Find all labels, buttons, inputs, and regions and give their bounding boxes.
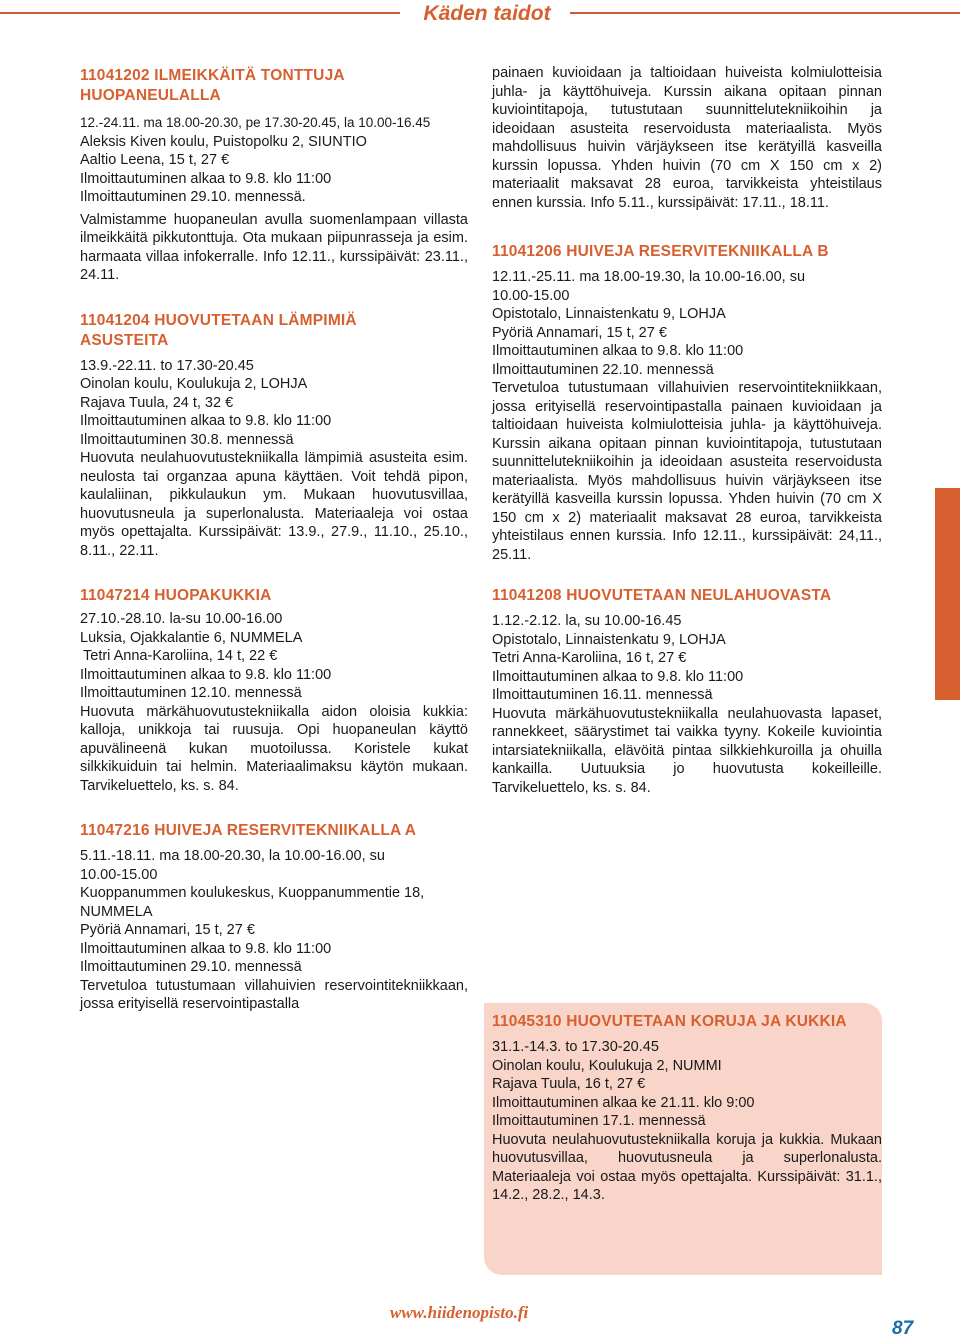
- registration-end: Ilmoittautuminen 16.11. mennessä: [492, 687, 713, 703]
- course-title: 11041206 HUIVEJA RESERVITEKNIIKALLA B: [492, 243, 829, 260]
- course-dates: 12.-24.11. ma 18.00-20.30, pe 17.30-20.45, la 10.00-16.45: [80, 115, 431, 130]
- registration-start: Ilmoittautuminen alkaa to 9.8. klo 11:00: [492, 668, 744, 685]
- course-description-continued: painaen kuvioidaan ja taltioidaan huiveista kolmiulotteisia juhla- ja käyttöhuiveja. Kurssin aikana opitaan pinnan kuviointitapoja, tutustutaan suunnittelutekniikoihin ja ideoidaan asusteita reservoidusta materiaalista. Myös mahdollisuus huivin värjäykseen itse kerätyillä kasveilla kurssin lopussa. Yhden huivin (70 cm X 150 cm x 2) materiaalit maksavat 28 euroa, tarvikkeista yhteistilaus ennen kurssia. Info 5.11., kurssipäivät: 17.11., 18.11.: [492, 65, 882, 211]
- column-left: [80, 66, 468, 1014]
- course-11041206: [492, 242, 882, 564]
- registration-end: Ilmoittautuminen 17.1. mennessä: [492, 1113, 706, 1129]
- course-dates: 27.10.-28.10. la-su 10.00-16.00: [80, 611, 283, 627]
- course-teacher: Pyöriä Annamari, 15 t, 27 €: [492, 324, 667, 341]
- course-title: 11041208 HUOVUTETAAN NEULAHUOVASTA: [492, 587, 832, 604]
- header-rule-right: [570, 12, 960, 14]
- registration-end: Ilmoittautuminen 12.10. mennessä: [80, 685, 302, 701]
- course-description: Tervetuloa tutustumaan villahuivien reservointitekniikkaan, jossa erityisellä reservointipastalla painaen kuvioidaan ja taltioidaan huiveista kolmiulotteisia juhla- ja käyttöhuiveja. Kurssin aikana opitaan pinnan kuviointitapoja, tutustutaan suunnittelutekniikoihin ja ideoidaan asusteita reservoidusta materiaalista. Myös mahdollisuus huivin värjäykseen itse kerätyillä kasveilla kurssin lopussa. Yhden huivin (70 cm X 150 cm x 2) materiaalit maksavat 28 euroa, tarvikkeista yhteistilaus ennen kurssia. Info 12.11., kurssipäivät: 24,11., 25.11.: [492, 380, 882, 563]
- course-teacher: Rajava Tuula, 24 t, 32 €: [80, 394, 234, 411]
- course-description: Huovuta märkähuovutustekniikalla neulahuovasta lapaset, rannekkeet, säärystimet tai vaikka tyyny. Kokeile kuviointia intarsiatekniikalla, elävöitä pintaa silkkiehkuroilla ja ohuilla kankailla. Uutuuksia jo huovutusta kokeilleille. Tarvikeluettelo, ks. s. 84.: [492, 705, 882, 796]
- section-title: Käden taidot: [423, 2, 551, 25]
- course-title: 11047214 HUOPAKUKKIA: [80, 587, 272, 604]
- side-tab-marker: [935, 488, 960, 700]
- registration-start: Ilmoittautuminen alkaa ke 21.11. klo 9:00: [492, 1094, 755, 1111]
- registration-end: Ilmoittautuminen 22.10. mennessä: [492, 361, 714, 378]
- course-teacher: Tetri Anna-Karoliina, 14 t, 22 €: [83, 648, 278, 664]
- header-rule-left: [0, 12, 400, 14]
- course-description: Tervetuloa tutustumaan villahuivien reservointitekniikkaan, jossa erityisellä reservointipastalla: [80, 977, 468, 1012]
- course-dates: 13.9.-22.11. to 17.30-20.45: [80, 357, 254, 374]
- course-11045310: [492, 1012, 882, 1205]
- registration-start: Ilmoittautuminen alkaa to 9.8. klo 11:00: [80, 170, 332, 187]
- course-teacher: Rajava Tuula, 16 t, 27 €: [492, 1076, 646, 1092]
- course-11047216: [80, 821, 468, 1014]
- course-title: 11041204 HUOVUTETAAN LÄMPIMIÄ ASUSTEITA: [80, 311, 357, 349]
- course-teacher: Aaltio Leena, 15 t, 27 €: [80, 152, 230, 168]
- registration-start: Ilmoittautuminen alkaa to 9.8. klo 11:00: [492, 343, 744, 359]
- course-place: Opistotalo, Linnaistenkatu 9, LOHJA: [492, 306, 726, 322]
- course-place: Luksia, Ojakkalantie 6, NUMMELA: [80, 629, 303, 646]
- course-place: Oinolan koulu, Koulukuja 2, NUMMI: [492, 1057, 722, 1074]
- course-11041202: [80, 66, 468, 285]
- course-description: Valmistamme huopaneulan avulla suomenlampaan villasta ilmeikkäitä pikkutonttuja. Ota mukaan piipunrasseja ja esim. harmaata villaa infokerralle. Info 12.11., kurssipäivät: 23.11., 24.11.: [80, 211, 468, 283]
- course-11047214: [80, 586, 468, 795]
- course-title: 11047216 HUIVEJA RESERVITEKNIIKALLA A: [80, 822, 417, 839]
- course-dates: 12.11.-25.11. ma 18.00-19.30, la 10.00-16.00, su 10.00-15.00: [492, 269, 806, 304]
- registration-end: Ilmoittautuminen 29.10. mennessä: [80, 959, 302, 975]
- course-place: Aleksis Kiven koulu, Puistopolku 2, SIUNTIO: [80, 133, 367, 150]
- course-place: Kuoppanummen koulukeskus, Kuoppanummentie 18, NUMMELA: [80, 885, 425, 920]
- registration-start: Ilmoittautuminen alkaa to 9.8. klo 11:00: [80, 666, 332, 683]
- column-right: [492, 64, 882, 797]
- course-teacher: Pyöriä Annamari, 15 t, 27 €: [80, 922, 255, 938]
- course-place: Oinolan koulu, Koulukuja 2, LOHJA: [80, 376, 308, 392]
- course-description: Huovuta neulahuovutustekniikalla koruja ja kukkia. Mukaan huovutusvillaa, huovutusneula ja superlonalusta. Materiaaleja voi ostaa myös opettajalta. Kurssipäivät: 31.1., 14.2., 28.2., 14.3.: [492, 1131, 882, 1203]
- registration-start: Ilmoittautuminen alkaa to 9.8. klo 11:00: [80, 413, 332, 429]
- website-link[interactable]: www.hiidenopisto.fi: [390, 1303, 529, 1322]
- course-11041204: [80, 311, 468, 561]
- course-teacher: Tetri Anna-Karoliina, 16 t, 27 €: [492, 650, 687, 666]
- page-number: 87: [892, 1318, 914, 1339]
- course-dates: 31.1.-14.3. to 17.30-20.45: [492, 1039, 659, 1055]
- course-title: 11041202 ILMEIKKÄITÄ TONTTUJA HUOPANEULALLA: [80, 67, 345, 104]
- course-description: Huovuta neulahuovutustekniikalla lämpimiä asusteita esim. neulosta tai organzaa apuna käyttäen. Voit tehdä pipon, kaulaliinan, pikkulaukun ym. Mukaan huovutusvillaa, huovutusneula ja superlonalusta. Materiaaleja voi ostaa myös opettajalta. Kurssipäivät: 13.9., 27.9., 11.10., 25.10., 8.11., 22.11.: [80, 450, 468, 559]
- course-title: 11045310 HUOVUTETAAN KORUJA JA KUKKIA: [492, 1013, 847, 1030]
- course-description: Huovuta märkähuovutustekniikalla aidon oloisia kukkia: kalloja, unikkoja tai ruusuja. Opi huopaneulan käyttö apuvälineenä kukan muotoilussa. Koristele kukat silkkikuiduin tai helmin. Materiaalimaksu käytön mukaan. Tarvikeluettelo, ks. s. 84.: [80, 703, 468, 794]
- registration-start: Ilmoittautuminen alkaa to 9.8. klo 11:00: [80, 940, 332, 957]
- registration-end: Ilmoittautuminen 30.8. mennessä: [80, 431, 294, 448]
- course-dates: 1.12.-2.12. la, su 10.00-16.45: [492, 613, 682, 629]
- registration-end: Ilmoittautuminen 29.10. mennessä.: [80, 189, 306, 205]
- course-dates: 5.11.-18.11. ma 18.00-20.30, la 10.00-16.00, su 10.00-15.00: [80, 848, 385, 883]
- course-11041208: [492, 586, 882, 797]
- course-place: Opistotalo, Linnaistenkatu 9, LOHJA: [492, 631, 726, 648]
